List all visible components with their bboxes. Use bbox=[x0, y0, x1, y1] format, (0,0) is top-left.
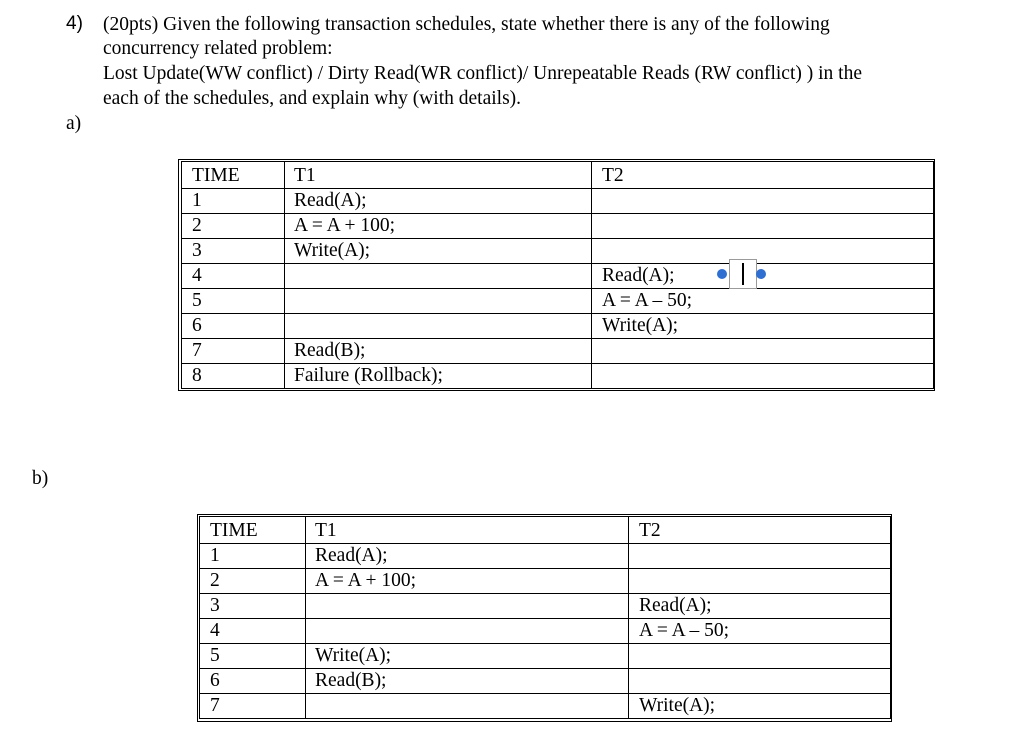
time-cell: 7 bbox=[200, 694, 306, 719]
t2-cell: A = A – 50; bbox=[629, 619, 891, 644]
column-header-0: TIME bbox=[200, 517, 306, 544]
time-cell: 7 bbox=[182, 339, 285, 364]
time-cell: 3 bbox=[200, 594, 306, 619]
t2-cell: Write(A); bbox=[592, 314, 934, 339]
column-header-1: T1 bbox=[285, 162, 592, 189]
t2-cell: Read(A); bbox=[629, 594, 891, 619]
table-row bbox=[182, 214, 934, 239]
text-caret-icon bbox=[742, 263, 744, 285]
time-cell: 1 bbox=[182, 189, 285, 214]
t1-cell bbox=[285, 289, 592, 314]
table-header-row bbox=[182, 162, 934, 189]
t2-cell bbox=[629, 644, 891, 669]
t1-cell: Read(A); bbox=[285, 189, 592, 214]
t1-cell: Read(B); bbox=[285, 339, 592, 364]
t1-cell: A = A + 100; bbox=[306, 569, 629, 594]
table-row bbox=[200, 669, 891, 694]
time-cell: 6 bbox=[182, 314, 285, 339]
column-header-1: T1 bbox=[306, 517, 629, 544]
part-b-label: b) bbox=[32, 468, 49, 489]
table-row bbox=[182, 314, 934, 339]
time-cell: 2 bbox=[200, 569, 306, 594]
t1-cell bbox=[306, 619, 629, 644]
t2-cell: Write(A); bbox=[629, 694, 891, 719]
part-a-label: a) bbox=[66, 113, 82, 134]
t2-cell bbox=[592, 214, 934, 239]
t1-cell: A = A + 100; bbox=[285, 214, 592, 239]
table-row bbox=[182, 264, 934, 289]
question-line-2: concurrency related problem: bbox=[103, 38, 333, 59]
time-cell: 6 bbox=[200, 669, 306, 694]
t2-cell: Read(A); bbox=[592, 264, 934, 289]
time-cell: 3 bbox=[182, 239, 285, 264]
t1-cell: Read(B); bbox=[306, 669, 629, 694]
t1-cell: Write(A); bbox=[285, 239, 592, 264]
text-cursor-widget[interactable] bbox=[715, 259, 771, 291]
time-cell: 4 bbox=[182, 264, 285, 289]
table-row bbox=[200, 594, 891, 619]
table-row bbox=[200, 569, 891, 594]
t1-cell bbox=[285, 314, 592, 339]
table-row bbox=[200, 644, 891, 669]
time-cell: 4 bbox=[200, 619, 306, 644]
table-row bbox=[182, 289, 934, 314]
time-cell: 5 bbox=[200, 644, 306, 669]
table-row bbox=[200, 544, 891, 569]
t1-cell: Read(A); bbox=[306, 544, 629, 569]
question-number: 4) bbox=[66, 13, 83, 34]
t2-cell bbox=[592, 339, 934, 364]
time-cell: 2 bbox=[182, 214, 285, 239]
column-header-0: TIME bbox=[182, 162, 285, 189]
table-row bbox=[182, 239, 934, 264]
question-line-1: (20pts) Given the following transaction schedules, state whether there is any of the following bbox=[103, 14, 830, 35]
table-row bbox=[182, 189, 934, 214]
schedule-table-b-body bbox=[200, 517, 891, 719]
cursor-handle-right-icon[interactable] bbox=[756, 269, 766, 279]
table-header-row bbox=[200, 517, 891, 544]
time-cell: 1 bbox=[200, 544, 306, 569]
t2-cell bbox=[629, 669, 891, 694]
column-header-2: T2 bbox=[629, 517, 891, 544]
cursor-handle-left-icon[interactable] bbox=[717, 269, 727, 279]
question-line-4: each of the schedules, and explain why (with details). bbox=[103, 88, 522, 109]
t2-cell bbox=[592, 364, 934, 389]
table-row bbox=[200, 619, 891, 644]
t1-cell: Failure (Rollback); bbox=[285, 364, 592, 389]
question-line-3: Lost Update(WW conflict) / Dirty Read(WR conflict)/ Unrepeatable Reads (RW conflict) ) in the bbox=[103, 63, 862, 84]
table-row bbox=[182, 364, 934, 389]
time-cell: 8 bbox=[182, 364, 285, 389]
t1-cell bbox=[306, 694, 629, 719]
t2-cell bbox=[629, 569, 891, 594]
t2-cell bbox=[629, 544, 891, 569]
t1-cell bbox=[306, 594, 629, 619]
t1-cell bbox=[285, 264, 592, 289]
time-cell: 5 bbox=[182, 289, 285, 314]
schedule-table-a bbox=[181, 161, 934, 389]
schedule-table-b bbox=[199, 516, 891, 719]
schedule-table-a-body bbox=[182, 162, 934, 389]
column-header-2: T2 bbox=[592, 162, 934, 189]
t2-cell bbox=[592, 189, 934, 214]
table-row bbox=[182, 339, 934, 364]
t2-cell: A = A – 50; bbox=[592, 289, 934, 314]
table-row bbox=[200, 694, 891, 719]
t1-cell: Write(A); bbox=[306, 644, 629, 669]
